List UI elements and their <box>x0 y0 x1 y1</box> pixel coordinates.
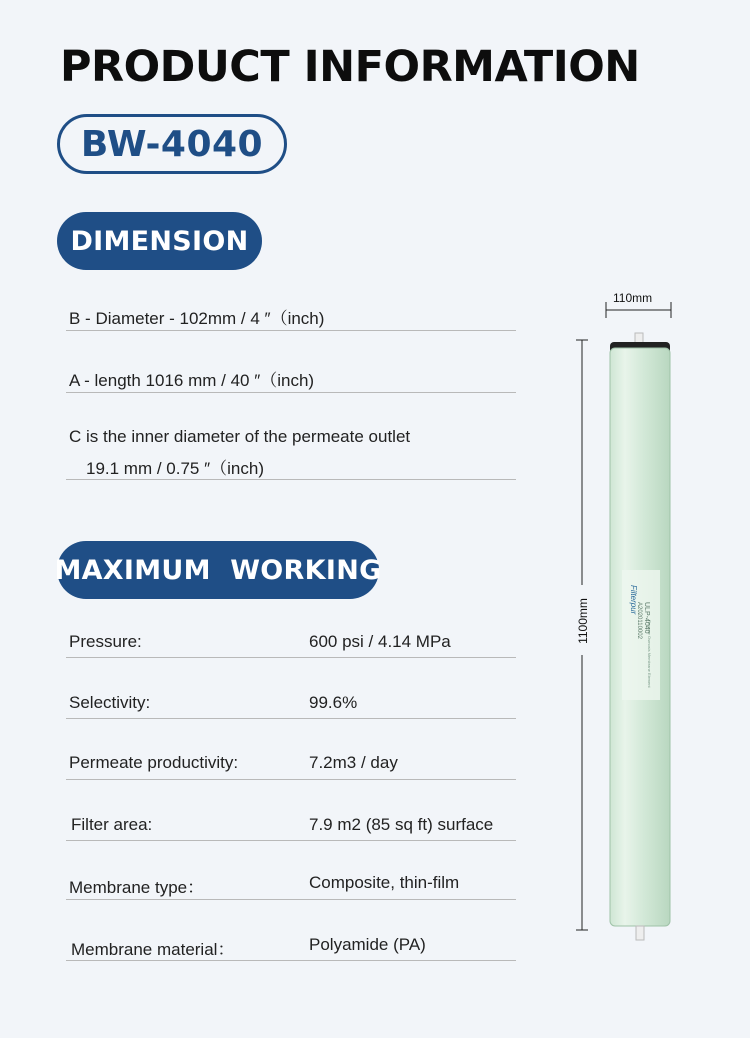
page-title: PRODUCT INFORMATION <box>60 42 640 92</box>
spec-label: Membrane type： <box>69 878 205 897</box>
spec-row-membrane-type <box>66 869 516 900</box>
spec-value: 7.2m3 / day <box>309 753 398 772</box>
spec-value: 600 psi / 4.14 MPa <box>309 632 451 651</box>
spec-label: Selectivity: <box>69 693 151 712</box>
spec-row-selectivity <box>66 689 516 719</box>
spec-label: Pressure: <box>69 632 142 651</box>
width-dimension-label: 110mm <box>613 291 653 305</box>
spec-value: 99.6% <box>309 693 358 712</box>
dimension-outlet-value: 19.1 mm / 0.75 ″（inch) <box>86 459 264 478</box>
dimension-diameter-text: B - Diameter - 102mm / 4 ″（inch) <box>69 309 325 328</box>
spec-label: Membrane material： <box>71 940 235 959</box>
spec-row-filter-area <box>66 811 516 841</box>
label-serial: A2020110002 <box>636 602 642 639</box>
spec-value: 7.9 m2 (85 sq ft) surface <box>309 815 494 834</box>
dimension-row-outlet <box>66 424 516 480</box>
spec-value: Polyamide (PA) <box>309 935 426 954</box>
model-badge: BW-4040 <box>57 114 287 174</box>
dimension-outlet-text: C is the inner diameter of the permeate outlet <box>69 427 411 446</box>
dimension-row-length <box>66 362 516 393</box>
height-dimension-label: 1100mm <box>576 598 590 644</box>
spec-label: Filter area: <box>71 815 153 834</box>
dimension-row-diameter <box>66 300 516 331</box>
spec-value: Composite, thin-film <box>309 873 460 892</box>
spec-row-productivity <box>66 749 516 780</box>
product-illustration <box>570 290 710 950</box>
maximum-working-heading: MAXIMUM WORKING <box>57 541 379 599</box>
label-subtitle: Reverse Osmosis Membrane Element <box>647 620 652 688</box>
spec-label: Permeate productivity: <box>69 753 239 772</box>
spec-row-pressure <box>66 628 516 658</box>
dimension-length-text: A - length 1016 mm / 40 ″（inch) <box>69 371 315 390</box>
label-model: ULP-4040 <box>643 602 650 634</box>
label-brand: Filterpur <box>629 585 638 615</box>
dimension-heading: DIMENSION <box>57 212 262 270</box>
spec-row-membrane-material <box>66 931 516 961</box>
